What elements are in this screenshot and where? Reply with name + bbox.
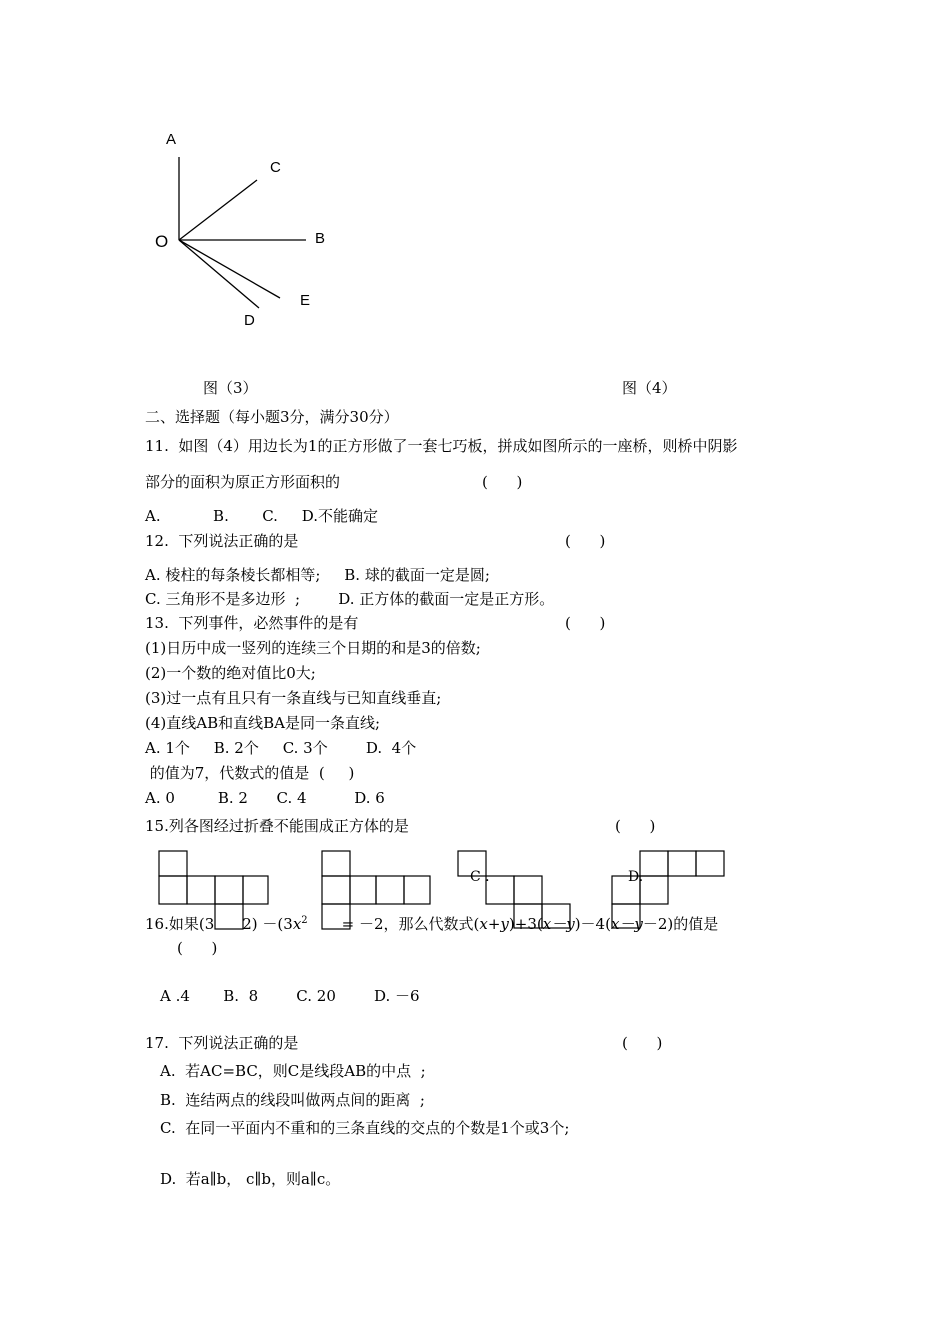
q17-option-a: A. 若AC=BC，则C是线段AB的中点 ; bbox=[160, 1062, 426, 1080]
q13-item-4: (4)直线AB和直线BA是同一条直线; bbox=[145, 714, 381, 732]
q17-option-d: D. 若a∥b， c∥b，则a∥c。 bbox=[160, 1170, 341, 1188]
q15-label-c: C . bbox=[470, 869, 490, 885]
q16-seg3: = －2，那么代数式( bbox=[341, 915, 480, 933]
q12-options-cd: C. 三角形不是多边形 ; D. 正方体的截面一定是正方形。 bbox=[145, 590, 555, 608]
q17-stem: 17. 下列说法正确的是 bbox=[145, 1034, 299, 1052]
q12-answer-paren: ( ) bbox=[565, 532, 606, 550]
point-label-d: D bbox=[244, 312, 255, 329]
q13-options: A. 1个 B. 2个 C. 3个 D. 4个 bbox=[145, 739, 417, 757]
q16-seg1: 16.如果(3 bbox=[145, 915, 215, 933]
q16-seg2: 2) －(3 bbox=[242, 915, 293, 933]
q16-stem bbox=[145, 916, 718, 932]
point-label-a: A bbox=[166, 131, 177, 148]
point-label-o: O bbox=[155, 232, 169, 251]
q14-stem: 的值为7，代数式的值是 ( ) bbox=[145, 764, 355, 782]
q13-item-3: (3)过一点有且只有一条直线与已知直线垂直; bbox=[145, 689, 442, 707]
figure-4-caption: 图（4） bbox=[622, 379, 677, 397]
q16-options: A .4 B. 8 C. 20 D. －6 bbox=[160, 987, 420, 1005]
q13-answer-paren: ( ) bbox=[565, 614, 606, 632]
q11-line2: 部分的面积为原正方形面积的 bbox=[145, 473, 341, 491]
q11-line1: 11. 如图（4）用边长为1的正方形做了一套七巧板，拼成如图所示的一座桥，则桥中阴影 bbox=[145, 437, 738, 455]
q16-seg4: )+3( bbox=[508, 915, 543, 933]
point-label-c: C bbox=[270, 159, 281, 176]
point-label-b: B bbox=[315, 230, 326, 247]
q17-answer-paren: ( ) bbox=[622, 1034, 663, 1052]
ray-oc bbox=[179, 180, 257, 240]
q15-stem: 15.列各图经过折叠不能围成正方体的是 bbox=[145, 817, 409, 835]
q17-option-c: C. 在同一平面内不重和的三条直线的交点的个数是1个或3个; bbox=[160, 1119, 570, 1137]
q17-option-b: B. 连结两点的线段叫做两点间的距离 ; bbox=[160, 1091, 425, 1109]
q11-answer-paren: ( ) bbox=[482, 473, 523, 491]
ray-oe bbox=[179, 240, 280, 298]
q14-options: A. 0 B. 2 C. 4 D. 6 bbox=[145, 789, 385, 807]
q11-options: A. B. C. D.不能确定 bbox=[145, 507, 379, 525]
ray-od bbox=[179, 240, 259, 308]
q13-stem: 13. 下列事件，必然事件的是有 bbox=[145, 614, 359, 632]
q15-label-d: D. bbox=[628, 869, 644, 885]
q16-seg5: )－4( bbox=[574, 915, 611, 933]
section-heading: 二、选择题（每小题3分，满分30分） bbox=[145, 408, 399, 426]
q16-x-var: x bbox=[292, 915, 302, 933]
q16-expr2: x－y bbox=[542, 915, 575, 933]
q16-answer-paren: ( ) bbox=[177, 939, 218, 957]
q13-item-1: (1)日历中成一竖列的连续三个日期的和是3的倍数; bbox=[145, 639, 481, 657]
q13-item-2: (2)一个数的绝对值比0大; bbox=[145, 664, 316, 682]
point-label-e: E bbox=[300, 292, 311, 309]
figure-3-caption: 图（3） bbox=[203, 379, 258, 397]
q12-options-ab: A. 棱柱的每条棱长都相等; B. 球的截面一定是圆; bbox=[145, 566, 490, 584]
q16-expr3: x－y bbox=[610, 915, 643, 933]
q16-expr1: x+y bbox=[479, 915, 509, 933]
q15-answer-paren: ( ) bbox=[615, 817, 656, 835]
q16-exponent: 2 bbox=[301, 915, 308, 926]
q16-seg6: －2)的值是 bbox=[642, 915, 719, 933]
q12-stem: 12. 下列说法正确的是 bbox=[145, 532, 299, 550]
